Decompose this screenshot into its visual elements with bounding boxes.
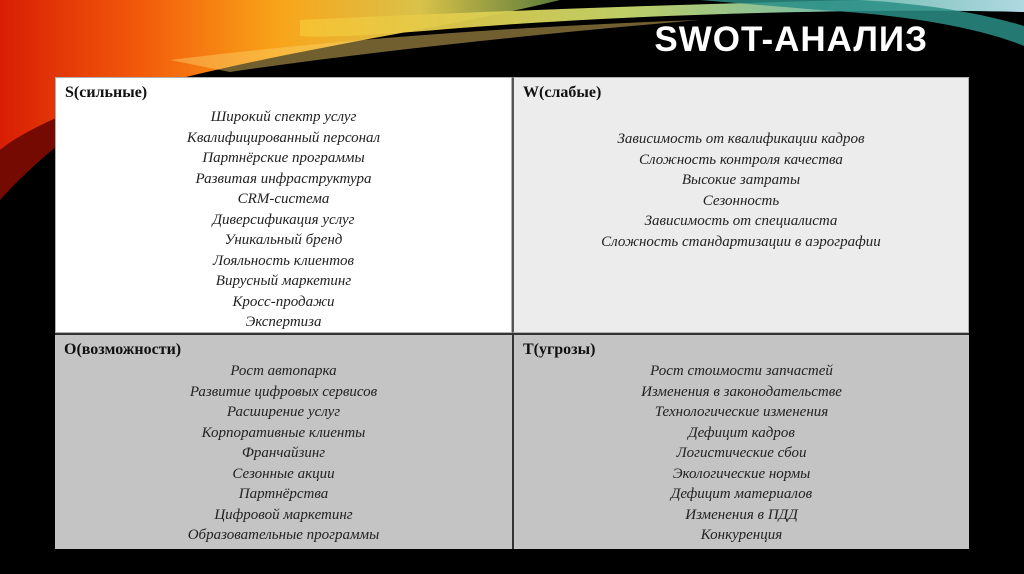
list-item: Партнёрства [238,486,329,502]
list-item: Рост автопарка [230,363,337,379]
weaknesses-cell [512,77,969,333]
threats-list [514,361,969,546]
opportunities-list [55,361,512,546]
weaknesses-heading: W(слабые) [523,84,602,101]
list-item: Высокие затраты [681,172,801,188]
list-item: Диверсификация услуг [212,211,355,228]
list-item: Расширение услуг [226,404,341,420]
list-item: Экспертиза [245,314,322,330]
list-item: Технологические изменения [654,404,829,420]
list-item: Сезонность [702,192,780,209]
list-item: Образовательные программы [187,527,380,543]
list-item: Сезонные акции [232,465,335,482]
list-item: Лояльность клиентов [212,252,355,269]
weaknesses-list [514,129,968,252]
list-item: Франчайзинг [241,445,326,461]
list-item: Широкий спектр услуг [210,109,357,125]
list-item: Вирусный маркетинг [215,273,352,289]
list-item: Рост стоимости запчастей [650,363,833,379]
list-item: Развитие цифровых сервисов [189,383,378,400]
list-item: Зависимость от специалиста [644,213,838,229]
list-item: Конкуренция [700,527,783,543]
list-item: Кросс-продажи [232,293,335,310]
strengths-heading: S(сильные) [65,84,148,101]
list-item: Корпоративные клиенты [201,424,366,441]
list-item: Экологические нормы [672,465,811,482]
list-item: Логистические сбои [676,445,807,461]
list-item: Партнёрские программы [202,150,365,166]
swot-table [55,77,969,549]
list-item: Зависимость от квалификации кадров [617,131,865,147]
list-item: Изменения в законодательстве [641,383,842,400]
list-item: Цифровой маркетинг [214,506,353,523]
strengths-cell [55,77,512,333]
list-item: Дефицит материалов [670,486,813,502]
opportunities-cell [55,333,512,549]
threats-heading: T(угрозы) [523,341,596,358]
list-item: Сложность контроля качества [639,151,843,168]
list-item: CRM-система [237,191,330,207]
threats-cell [512,333,969,549]
opportunities-heading: O(возможности) [64,341,182,358]
strengths-list [56,107,511,333]
list-item: Квалифицированный персонал [186,129,381,146]
slide-title: SWOT-АНАЛИЗ [654,20,928,59]
list-item: Дефицит кадров [688,424,795,441]
list-item: Уникальный бренд [224,232,343,248]
list-item: Изменения в ПДД [685,506,798,523]
list-item: Развитая инфраструктура [195,170,372,187]
list-item: Сложность стандартизации в аэрографии [601,233,881,250]
